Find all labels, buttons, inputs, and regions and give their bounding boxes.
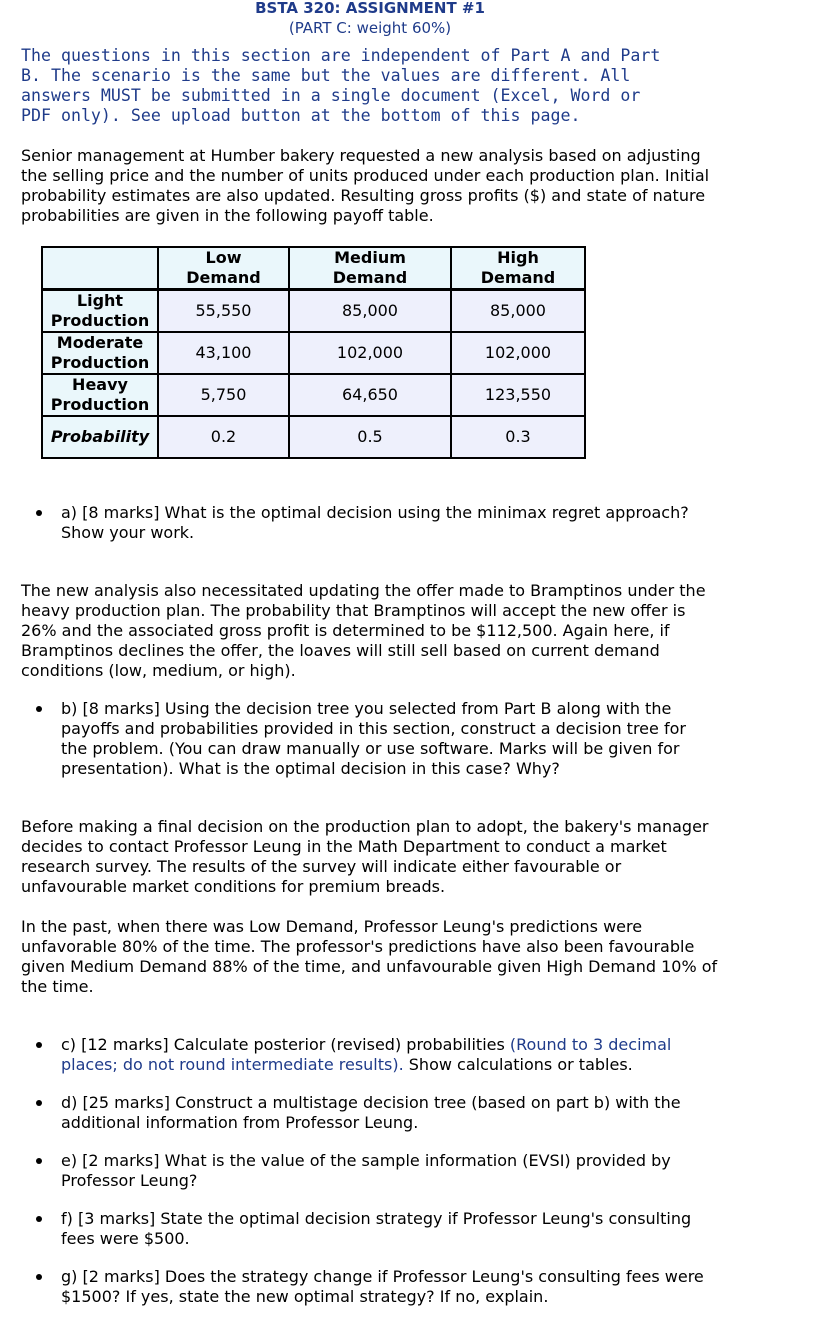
table-cell: 85,000 <box>451 290 585 333</box>
question-line: fees were $500. <box>61 1229 190 1248</box>
intro-line: B. The scenario is the same but the values are different. All <box>21 66 631 85</box>
question-list-b <box>21 699 761 779</box>
question-line: e) [2 marks] What is the value of the sample information (EVSI) provided by <box>61 1151 671 1170</box>
payoff-table <box>41 246 586 459</box>
question-a <box>21 503 761 543</box>
question-line: g) [2 marks] Does the strategy change if Professor Leung's consulting fees were <box>61 1267 704 1286</box>
assignment-title: BSTA 320: ASSIGNMENT #1 <box>255 0 485 17</box>
question-line: additional information from Professor Leung. <box>61 1113 419 1132</box>
paragraph-line: In the past, when there was Low Demand, Professor Leung's predictions were <box>21 917 643 936</box>
question-line: d) [25 marks] Construct a multistage decision tree (based on part b) with the <box>61 1093 681 1112</box>
row-header-line: Production <box>50 395 150 414</box>
question-line: payoffs and probabilities provided in this section, construct a decision tree for <box>61 719 686 738</box>
table-cell: 85,000 <box>289 290 451 333</box>
intro-line: The questions in this section are independent of Part A and Part <box>21 46 661 65</box>
row-header-line: Heavy <box>72 375 128 394</box>
question-f <box>21 1209 761 1249</box>
paragraph-line: Bramptinos declines the offer, the loaves will still sell based on current demand <box>21 641 660 660</box>
table-cell: 55,550 <box>158 290 289 333</box>
bullet-icon <box>36 1042 42 1048</box>
row-header-probability: Probability <box>42 416 158 458</box>
table-cell: 102,000 <box>451 332 585 374</box>
predictions-paragraph <box>21 917 761 997</box>
paragraph-line: the selling price and the number of units produced under each production plan. Initial <box>21 166 710 185</box>
question-line <box>61 1055 761 1075</box>
market-research-paragraph <box>21 817 761 897</box>
intro-instructions <box>21 46 811 126</box>
question-list-f <box>21 1209 761 1249</box>
question-list-c <box>21 1035 761 1075</box>
question-line: a) [8 marks] What is the optimal decision using the minimax regret approach? <box>61 503 689 522</box>
table-row <box>42 374 585 416</box>
question-e <box>21 1151 761 1191</box>
row-header-light-production <box>42 290 158 333</box>
intro-line: PDF only). See upload button at the bottom of this page. <box>21 106 581 125</box>
paragraph-line: probabilities are given in the following payoff table. <box>21 206 434 225</box>
rounding-instruction: places; do not round intermediate results). <box>61 1055 404 1074</box>
question-line: f) [3 marks] State the optimal decision strategy if Professor Leung's consulting <box>61 1209 692 1228</box>
question-list-g <box>21 1267 761 1307</box>
column-header-medium-demand: Medium Demand <box>289 247 451 290</box>
table-cell: 102,000 <box>289 332 451 374</box>
paragraph-line: probability estimates are also updated. Resulting gross profits ($) and state of nature <box>21 186 706 205</box>
question-line: presentation). What is the optimal decision in this case? Why? <box>61 759 560 778</box>
paragraph-line: unfavourable market conditions for premium breads. <box>21 877 446 896</box>
bramptinos-paragraph <box>21 581 761 681</box>
paragraph-line: heavy production plan. The probability that Bramptinos will accept the new offer is <box>21 601 686 620</box>
row-header-moderate-production <box>42 332 158 374</box>
paragraph-line: Before making a final decision on the production plan to adopt, the bakery's manager <box>21 817 709 836</box>
paragraph-line: given Medium Demand 88% of the time, and unfavourable given High Demand 10% of <box>21 957 718 976</box>
question-list-d <box>21 1093 761 1133</box>
row-header-line: Moderate <box>56 333 144 352</box>
question-text: Show calculations or tables. <box>403 1055 633 1074</box>
question-list-e <box>21 1151 761 1191</box>
question-d <box>21 1093 761 1133</box>
row-header-line: Light <box>76 291 124 310</box>
intro-line: answers MUST be submitted in a single document (Excel, Word or <box>21 86 641 105</box>
question-line <box>61 1035 761 1055</box>
table-row <box>42 332 585 374</box>
bullet-icon <box>36 1216 42 1222</box>
column-header-low-demand: Low Demand <box>158 247 289 290</box>
question-list-a <box>21 503 761 543</box>
question-g <box>21 1267 761 1307</box>
paragraph-line: The new analysis also necessitated updating the offer made to Bramptinos under the <box>21 581 706 600</box>
question-line: Show your work. <box>61 523 195 542</box>
assignment-header <box>0 0 740 38</box>
paragraph-line: the time. <box>21 977 94 996</box>
question-text: c) [12 marks] Calculate posterior (revised) probabilities <box>61 1035 510 1054</box>
paragraph-line: conditions (low, medium, or high). <box>21 661 296 680</box>
question-line: the problem. (You can draw manually or use software. Marks will be given for <box>61 739 680 758</box>
bullet-icon <box>36 1100 42 1106</box>
row-header-line: Production <box>50 353 150 372</box>
paragraph-line: unfavorable 80% of the time. The professor's predictions have also been favourable <box>21 937 695 956</box>
paragraph-line: decides to contact Professor Leung in the Math Department to conduct a market <box>21 837 667 856</box>
question-b <box>21 699 761 779</box>
row-header-heavy-production <box>42 374 158 416</box>
bullet-icon <box>36 510 42 516</box>
table-row <box>42 290 585 333</box>
paragraph-line: Senior management at Humber bakery requested a new analysis based on adjusting <box>21 146 701 165</box>
table-cell: 43,100 <box>158 332 289 374</box>
row-header-line: Production <box>50 311 150 330</box>
bullet-icon <box>36 1158 42 1164</box>
question-line: $1500? If yes, state the new optimal strategy? If no, explain. <box>61 1287 549 1306</box>
paragraph-line: research survey. The results of the survey will indicate either favourable or <box>21 857 622 876</box>
table-cell: 5,750 <box>158 374 289 416</box>
question-line: Professor Leung? <box>61 1171 198 1190</box>
table-header-row <box>42 247 585 290</box>
column-header-high-demand: High Demand <box>451 247 585 290</box>
rounding-instruction: (Round to 3 decimal <box>509 1035 672 1054</box>
probability-cell: 0.5 <box>289 416 451 458</box>
table-cell: 64,650 <box>289 374 451 416</box>
scenario-paragraph <box>21 146 761 226</box>
paragraph-line: 26% and the associated gross profit is determined to be $112,500. Again here, if <box>21 621 670 640</box>
table-corner-cell <box>42 247 158 290</box>
probability-row <box>42 416 585 458</box>
probability-cell: 0.3 <box>451 416 585 458</box>
bullet-icon <box>36 706 42 712</box>
probability-cell: 0.2 <box>158 416 289 458</box>
table-cell: 123,550 <box>451 374 585 416</box>
question-c <box>21 1035 761 1075</box>
assignment-subtitle: (PART C: weight 60%) <box>288 19 452 37</box>
bullet-icon <box>36 1274 42 1280</box>
question-line: b) [8 marks] Using the decision tree you selected from Part B along with the <box>61 699 672 718</box>
